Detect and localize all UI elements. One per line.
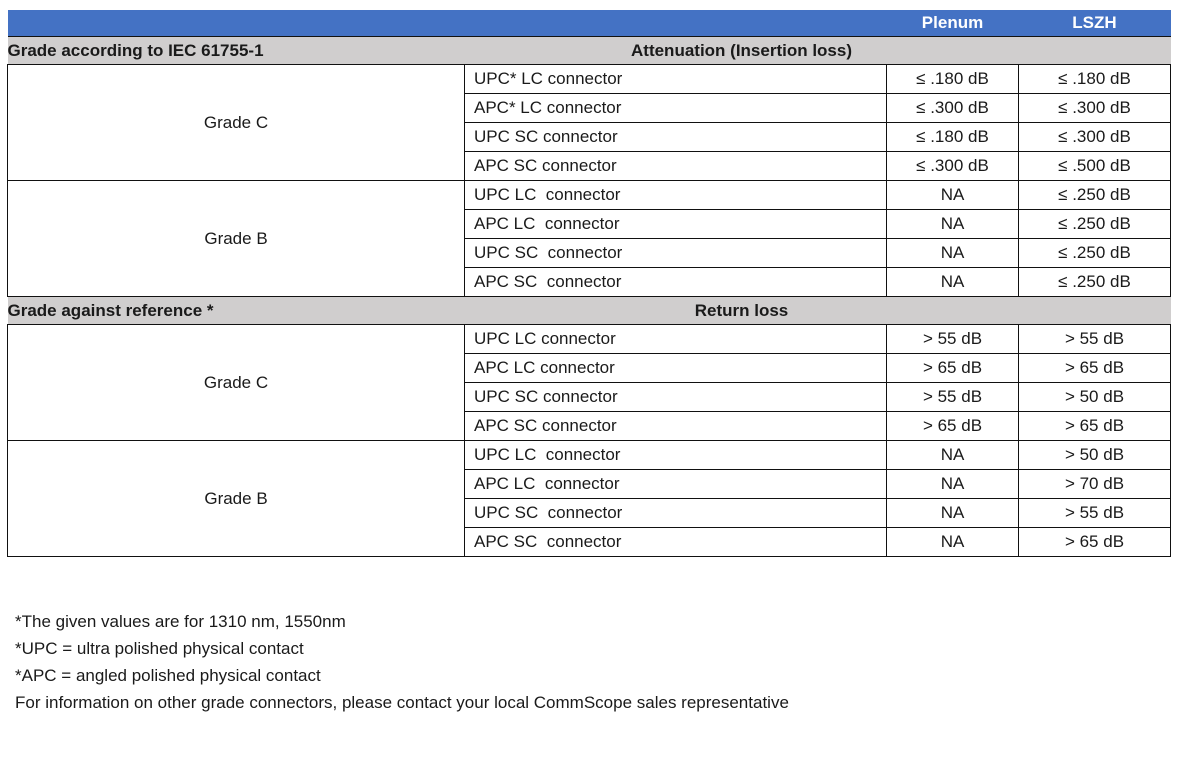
lszh-value: > 50 dB <box>1019 440 1171 469</box>
connector-cell: UPC LC connector <box>465 180 887 209</box>
plenum-value: ≤ .180 dB <box>887 122 1019 151</box>
footnote-upc: *UPC = ultra polished physical contact <box>15 639 304 658</box>
plenum-value: NA <box>887 180 1019 209</box>
table-row <box>8 440 1171 469</box>
plenum-value: ≤ .300 dB <box>887 151 1019 180</box>
connector-cell: APC SC connector <box>465 527 887 556</box>
lszh-value: ≤ .250 dB <box>1019 267 1171 296</box>
plenum-value: > 55 dB <box>887 324 1019 353</box>
section-measure-label: Attenuation (Insertion loss) <box>465 36 1019 64</box>
plenum-value: NA <box>887 209 1019 238</box>
connector-cell: UPC LC connector <box>465 440 887 469</box>
connector-cell: APC* LC connector <box>465 93 887 122</box>
section-grade-label: Grade according to IEC 61755-1 <box>8 36 465 64</box>
lszh-value: ≤ .180 dB <box>1019 64 1171 93</box>
lszh-value: > 65 dB <box>1019 411 1171 440</box>
lszh-value: ≤ .500 dB <box>1019 151 1171 180</box>
grade-cell: Grade B <box>8 180 465 296</box>
plenum-value: NA <box>887 238 1019 267</box>
lszh-value: > 65 dB <box>1019 353 1171 382</box>
connector-cell: UPC SC connector <box>465 122 887 151</box>
connector-cell: UPC SC connector <box>465 238 887 267</box>
header-blank-cell <box>465 10 887 36</box>
connector-cell: UPC LC connector <box>465 324 887 353</box>
connector-spec-table <box>7 10 1171 557</box>
plenum-value: > 65 dB <box>887 411 1019 440</box>
lszh-value: > 65 dB <box>1019 527 1171 556</box>
section-blank-cell <box>1019 296 1171 324</box>
header-plenum: Plenum <box>887 10 1019 36</box>
connector-cell: APC SC connector <box>465 151 887 180</box>
footnote-wavelengths: *The given values are for 1310 nm, 1550nm <box>15 612 346 631</box>
grade-cell: Grade B <box>8 440 465 556</box>
lszh-value: > 55 dB <box>1019 324 1171 353</box>
lszh-value: > 50 dB <box>1019 382 1171 411</box>
connector-cell: UPC SC connector <box>465 498 887 527</box>
footnote-apc: *APC = angled polished physical contact <box>15 666 321 685</box>
plenum-value: NA <box>887 440 1019 469</box>
header-blank-cell <box>8 10 465 36</box>
table-row <box>8 180 1171 209</box>
section-header-row <box>8 36 1171 64</box>
plenum-value: > 65 dB <box>887 353 1019 382</box>
connector-cell: UPC SC connector <box>465 382 887 411</box>
lszh-value: ≤ .250 dB <box>1019 238 1171 267</box>
section-grade-label: Grade against reference * <box>8 296 465 324</box>
section-header-row <box>8 296 1171 324</box>
plenum-value: NA <box>887 267 1019 296</box>
plenum-value: ≤ .180 dB <box>887 64 1019 93</box>
plenum-value: NA <box>887 469 1019 498</box>
footnotes <box>15 608 789 716</box>
connector-cell: UPC* LC connector <box>465 64 887 93</box>
table-row <box>8 64 1171 93</box>
lszh-value: > 70 dB <box>1019 469 1171 498</box>
header-lszh: LSZH <box>1019 10 1171 36</box>
table-header-row <box>8 10 1171 36</box>
section-measure-label: Return loss <box>465 296 1019 324</box>
connector-cell: APC LC connector <box>465 209 887 238</box>
lszh-value: ≤ .250 dB <box>1019 209 1171 238</box>
plenum-value: ≤ .300 dB <box>887 93 1019 122</box>
connector-cell: APC SC connector <box>465 411 887 440</box>
plenum-value: NA <box>887 527 1019 556</box>
lszh-value: > 55 dB <box>1019 498 1171 527</box>
plenum-value: > 55 dB <box>887 382 1019 411</box>
table-row <box>8 324 1171 353</box>
lszh-value: ≤ .250 dB <box>1019 180 1171 209</box>
connector-cell: APC LC connector <box>465 353 887 382</box>
grade-cell: Grade C <box>8 324 465 440</box>
lszh-value: ≤ .300 dB <box>1019 93 1171 122</box>
section-blank-cell <box>1019 36 1171 64</box>
grade-cell: Grade C <box>8 64 465 180</box>
connector-cell: APC SC connector <box>465 267 887 296</box>
connector-cell: APC LC connector <box>465 469 887 498</box>
lszh-value: ≤ .300 dB <box>1019 122 1171 151</box>
footnote-contact: For information on other grade connectors, please contact your local CommScope sales representative <box>15 693 789 712</box>
plenum-value: NA <box>887 498 1019 527</box>
